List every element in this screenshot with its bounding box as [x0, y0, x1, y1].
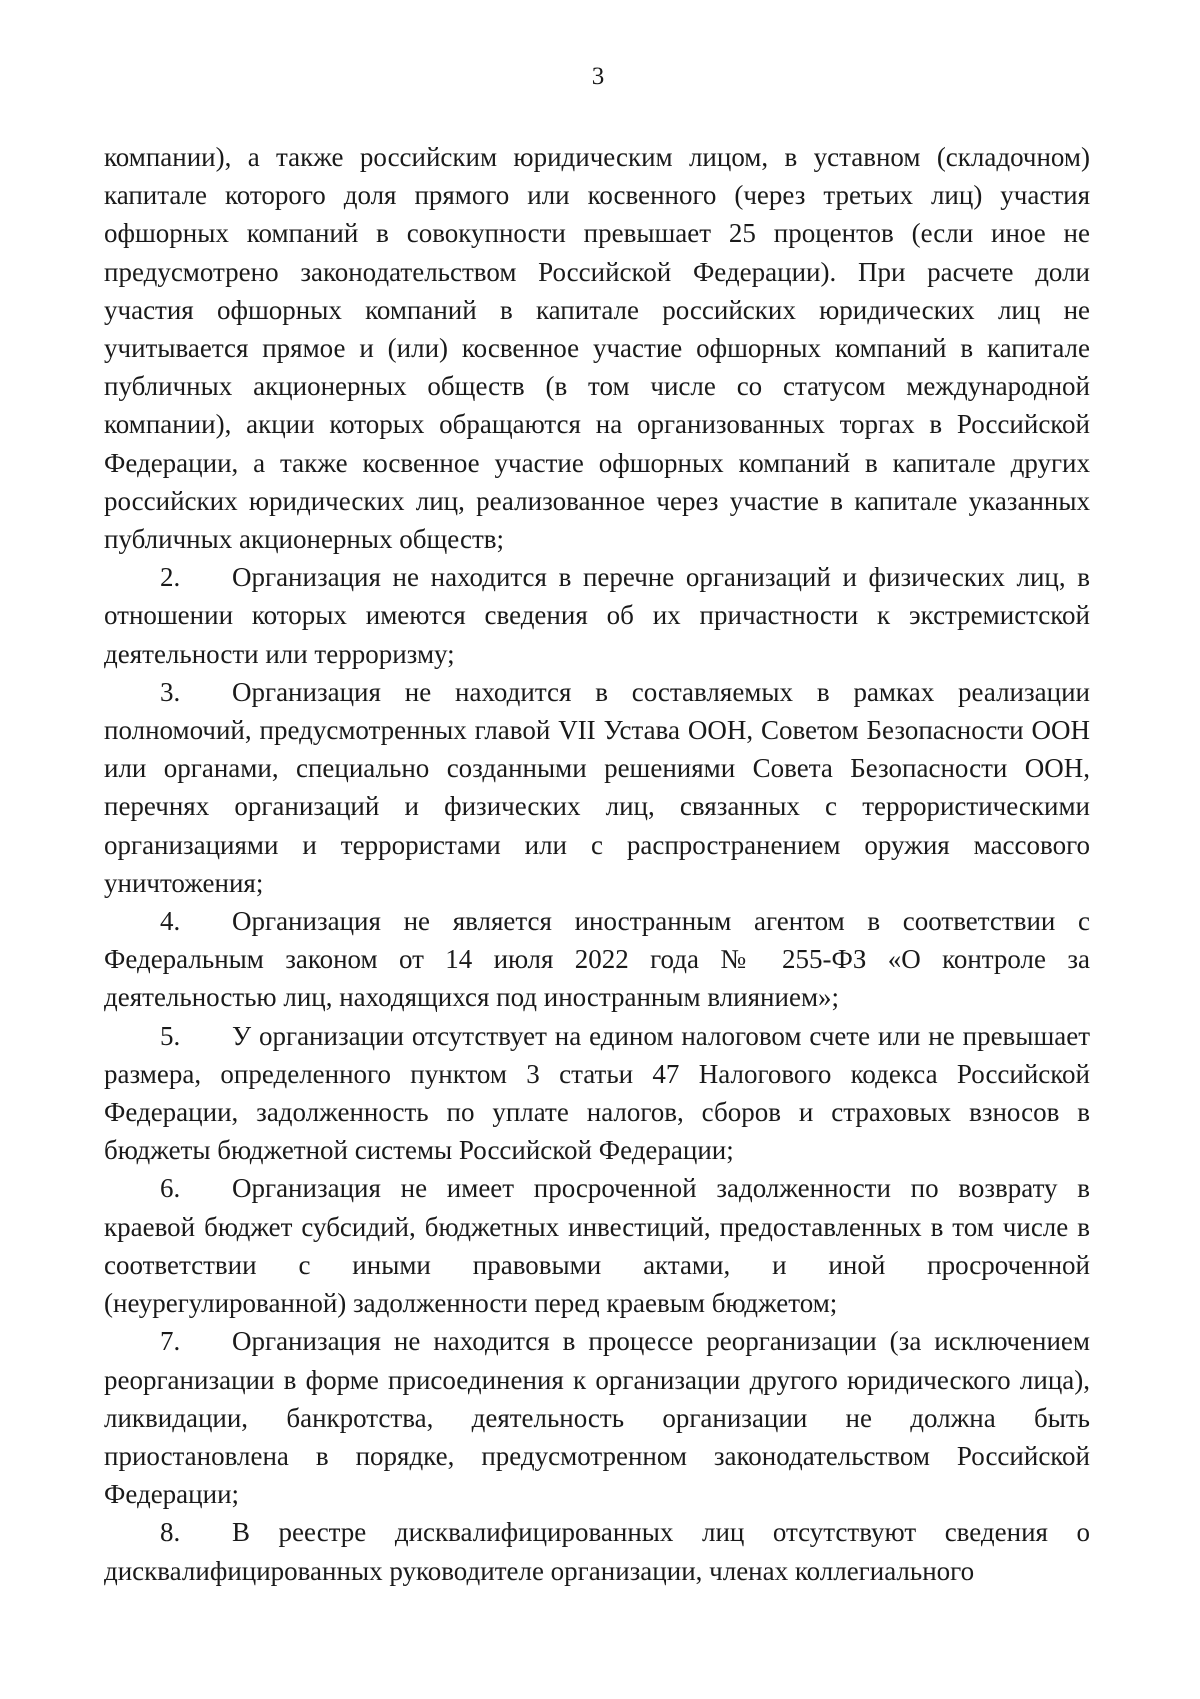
- item-text: Организация не находится в составляемых в рамках реализации полномочий, предусмотренных главой VII Устава ООН, Советом Безопасности ООН или органами, специально созданными решениями Совета Безопасности ООН, перечнях организаций и физических лиц, связанных с террористическими организациями и террористами или с распространением оружия массового уничтожения;: [104, 676, 1090, 898]
- list-item: [104, 1169, 1090, 1322]
- page-number: 3: [591, 63, 605, 90]
- item-text: Организация не является иностранным агентом в соответствии с Федеральным законом от 14 июля 2022 года № 255-ФЗ «О контроле за деятельностью лиц, находящихся под иностранным влиянием»;: [104, 906, 1090, 1013]
- list-item: [104, 1322, 1090, 1513]
- list-item: [104, 558, 1090, 673]
- item-number: 2.: [160, 562, 181, 593]
- item-number: 5.: [160, 1020, 181, 1051]
- item-number: 8.: [160, 1517, 181, 1548]
- item-text: Организация не имеет просроченной задолженности по возврату в краевой бюджет субсидий, бюджетных инвестиций, предоставленных в том числе в соответствии с иными правовыми актами, и иной просроченной (неурегулированной) задолженности перед краевым бюджетом;: [104, 1173, 1090, 1319]
- item-text: Организация не находится в процессе реорганизации (за исключением реорганизации в форме присоединения к организации другого юридического лица), ликвидации, банкротства, деятельность организации не должна быть приостановлена в порядке, предусмотренном законодательством Российской Федерации;: [104, 1326, 1090, 1510]
- list-item: [104, 1017, 1090, 1170]
- item-number: 3.: [160, 676, 181, 707]
- intro-paragraph: компании), а также российским юридическим лицом, в уставном (складочном) капитале которого доля прямого или косвенного (через третьих лиц) участия офшорных компаний в совокупности превышает 25 процентов (если иное не предусмотрено законодательством Российской Федерации). При расчете доли участия офшорных компаний в капитале российских юридических лиц не учитывается прямое и (или) косвенное участие офшорных компаний в капитале публичных акционерных обществ (в том числе со статусом международной компании), акции которых обращаются на организованных торгах в Российской Федерации, а также косвенное участие офшорных компаний в капитале других российских юридических лиц, реализованное через участие в капитале указанных публичных акционерных обществ;: [104, 142, 1090, 555]
- item-text: В реестре дисквалифицированных лиц отсутствуют сведения о дисквалифицированных руководителе организации, членах коллегиального: [104, 1517, 1090, 1586]
- list-item: [104, 1513, 1090, 1589]
- item-number: 4.: [160, 906, 181, 937]
- list-item: [104, 673, 1090, 902]
- item-text: У организации отсутствует на едином налоговом счете или не превышает размера, определенного пунктом 3 статьи 47 Налогового кодекса Российской Федерации, задолженность по уплате налогов, сборов и страховых взносов в бюджеты бюджетной системы Российской Федерации;: [104, 1020, 1090, 1166]
- item-text: Организация не находится в перечне организаций и физических лиц, в отношении которых имеются сведения об их причастности к экстремистской деятельности или терроризму;: [104, 562, 1090, 669]
- list-item: [104, 902, 1090, 1017]
- item-number: 7.: [160, 1326, 181, 1357]
- item-number: 6.: [160, 1173, 181, 1204]
